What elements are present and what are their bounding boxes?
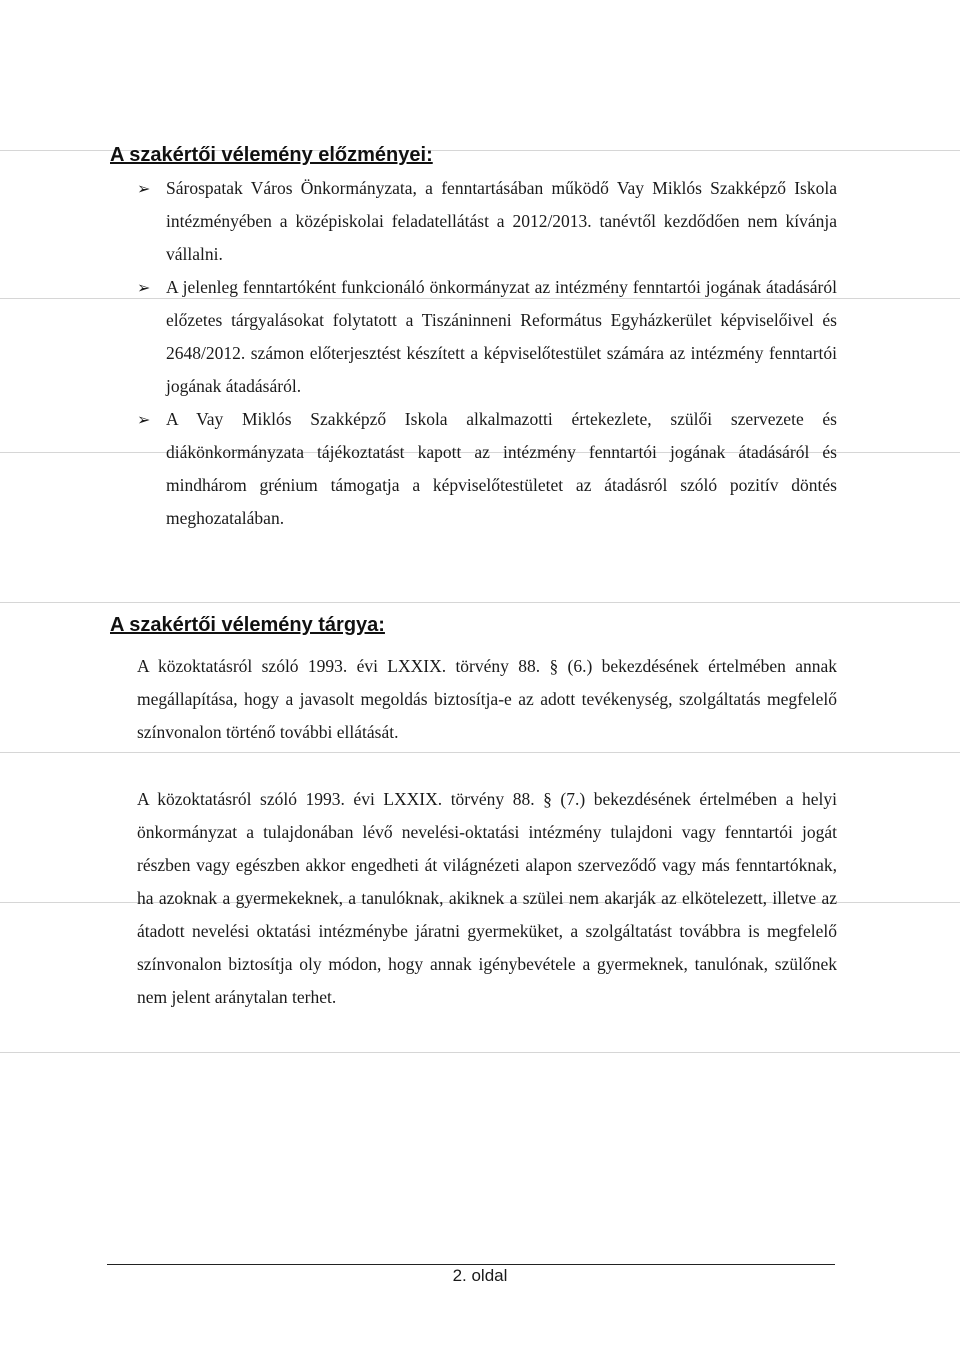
bullet-text: A jelenleg fenntartóként funkcionáló önkormányzat az intézmény fenntartói jogának átadásáról előzetes tárgyalásokat folytatott a Tiszáninneni Református Egyházkerület képviselőivel és 2648/2012. számon előterjesztést készített a képviselőtestület számára az intézmény fenntartói jogának átadásáról. <box>166 277 837 396</box>
precedents-list <box>137 172 837 535</box>
arrow-bullet-icon: ➢ <box>137 278 151 297</box>
page-number: 2. oldal <box>452 1266 508 1285</box>
section-title-precedents: A szakértői vélemény előzményei: <box>110 144 433 166</box>
subject-paragraph-2: A közoktatásról szóló 1993. évi LXXIX. törvény 88. § (7.) bekezdésének értelmében a helyi önkormányzat a tulajdonában lévő nevelési-oktatási intézmény tulajdoni vagy fenntartói jogát részben vagy egészben akkor engedheti át világnézeti alapon szerveződő vagy más fenntartóknak, ha azoknak a gyermekeknek, a tanulóknak, akiknek a szülei nem akarják az elkötelezett, illetve az átadott nevelési oktatási intézménybe járatni gyermeküket, a szolgáltatást továbbra is megfelelő színvonalon biztosítja oly módon, hogy annak igénybevétele a gyermeknek, tanulónak, szülőnek nem jelent aránytalan terhet. <box>137 789 837 1007</box>
subject-paragraph-1: A közoktatásról szóló 1993. évi LXXIX. törvény 88. § (6.) bekezdésének értelmében annak megállapítása, hogy a javasolt megoldás biztosítja-e az adott tevékenység, szolgáltatás megfelelő színvonalon történő további ellátását. <box>137 656 837 742</box>
section-title-subject: A szakértői vélemény tárgya: <box>110 614 385 636</box>
divider <box>0 1052 960 1053</box>
arrow-bullet-icon: ➢ <box>137 410 151 429</box>
list-item <box>137 271 837 403</box>
bullet-text: A Vay Miklós Szakképző Iskola alkalmazotti értekezlete, szülői szervezete és diákönkormányzata tájékoztatást kapott az intézmény fenntartói jogának átadásáról és mindhárom grénium támogatja a képviselőtestületet az átadásról szóló pozitív döntés meghozatalában. <box>166 409 837 528</box>
arrow-bullet-icon: ➢ <box>137 179 151 198</box>
list-item <box>137 172 837 271</box>
divider <box>0 602 960 603</box>
divider <box>0 752 960 753</box>
bullet-text: Sárospatak Város Önkormányzata, a fenntartásában működő Vay Miklós Szakképző Iskola intézményében a középiskolai feladatellátást a 2012/2013. tanévtől kezdődően nem kívánja vállalni. <box>166 178 837 264</box>
footer-rule <box>107 1264 835 1265</box>
list-item <box>137 403 837 535</box>
